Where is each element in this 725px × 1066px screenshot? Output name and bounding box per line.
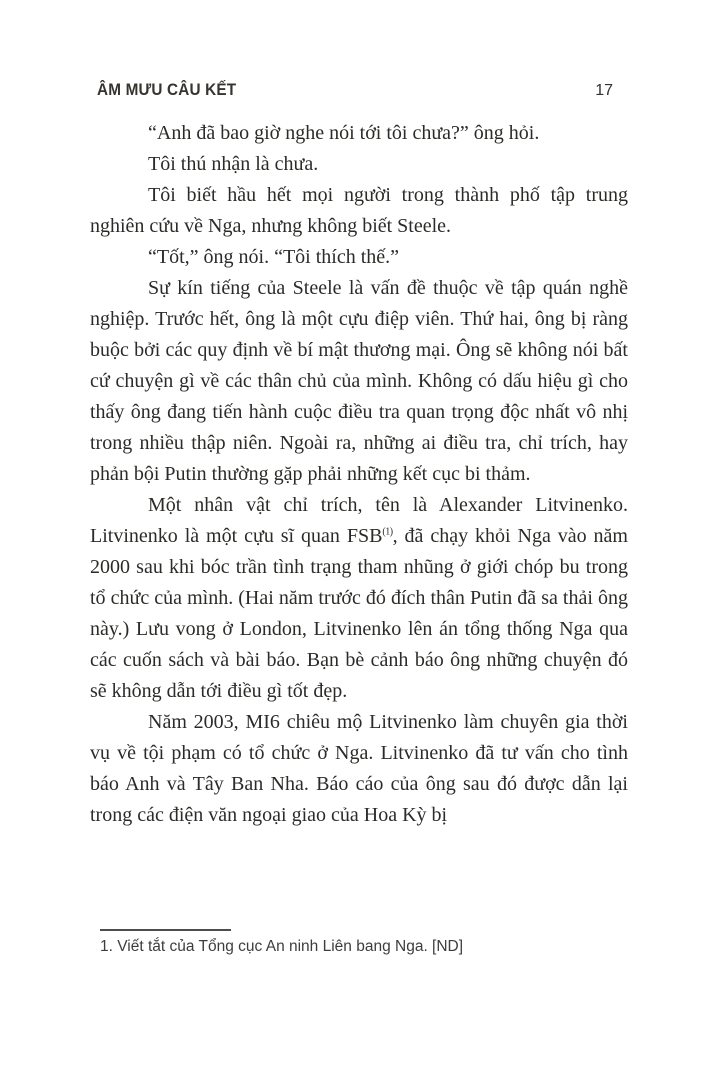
paragraph (90, 273, 628, 490)
footnote-text: 1. Viết tắt của Tổng cục An ninh Liên bang Nga. [ND] (100, 938, 464, 955)
page-header (97, 80, 613, 100)
text-run: Tôi thú nhận là chưa. (148, 153, 319, 175)
footnote-reference: (1) (382, 526, 393, 538)
text-run: “Anh đã bao giờ nghe nói tới tôi chưa?” ông hỏi. (148, 122, 540, 144)
page-body (90, 118, 628, 831)
paragraph (90, 118, 628, 149)
text-run: Tôi biết hầu hết mọi người trong thành phố tập trung nghiên cứu về Nga, nhưng không biết Steele. (90, 184, 628, 237)
page-number: 17 (595, 82, 613, 99)
paragraph (90, 180, 628, 242)
text-run: , đã chạy khỏi Nga vào năm 2000 sau khi bóc trần tình trạng tham nhũng ở giới chóp bu trong tổ chức của mình. (Hai năm trước đó đích thân Putin đã sa thải ông này.) Lưu vong ở London, Litvinenko lên án tổng thống Nga qua các cuốn sách và bài báo. Bạn bè cảnh báo ông những chuyện đó sẽ không dẫn tới điều gì tốt đẹp. (90, 525, 628, 702)
footnote-divider (100, 929, 231, 931)
running-title: ÂM MƯU CÂU KẾT (97, 80, 237, 99)
text-run: Một nhân vật chỉ trích, tên là Alexander Litvinenko. Litvinenko là một cựu sĩ quan FSB (90, 494, 628, 547)
text-run: Năm 2003, MI6 chiêu mộ Litvinenko làm chuyên gia thời vụ về tội phạm có tổ chức ở Nga. Litvinenko đã tư vấn cho tình báo Anh và Tây Ban Nha. Báo cáo của ông sau đó được dẫn lại trong các điện văn ngoại giao của Hoa Kỳ bị (90, 711, 628, 826)
text-run: Sự kín tiếng của Steele là vấn đề thuộc về tập quán nghề nghiệp. Trước hết, ông là một cựu điệp viên. Thứ hai, ông bị ràng buộc bởi các quy định về bí mật thương mại. Ông sẽ không nói bất cứ chuyện gì về các thân chủ của mình. Không có dấu hiệu gì cho thấy ông đang tiến hành cuộc điều tra quan trọng độc nhất vô nhị trong nhiều thập niên. Ngoài ra, những ai điều tra, chỉ trích, hay phản bội Putin thường gặp phải những kết cục bi thảm. (90, 277, 628, 485)
footnote-area (100, 929, 620, 956)
paragraph (90, 707, 628, 831)
paragraph (90, 490, 628, 707)
text-run: “Tốt,” ông nói. “Tôi thích thế.” (148, 246, 400, 268)
paragraph (90, 242, 628, 273)
paragraph (90, 149, 628, 180)
